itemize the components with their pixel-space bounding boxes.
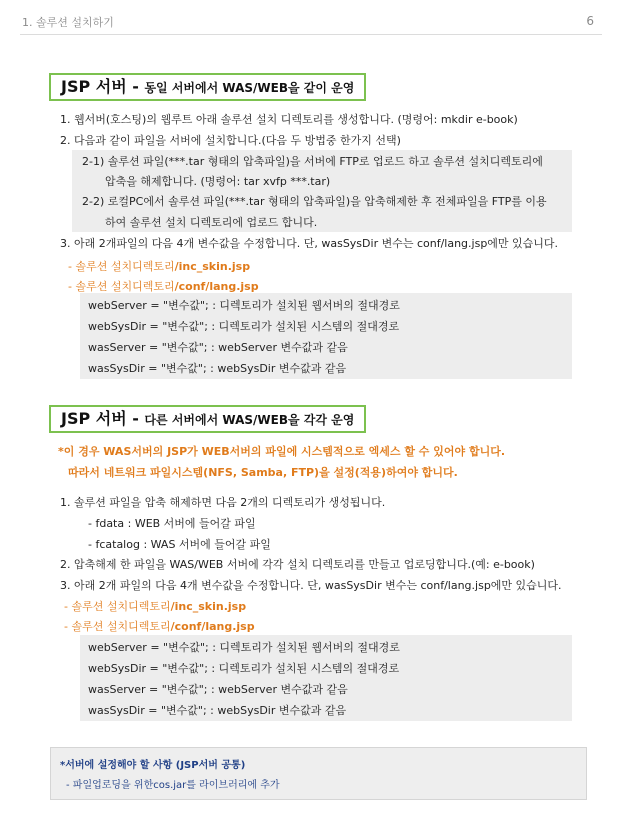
file-path-inc-skin: [64, 600, 246, 614]
section-title-sub: 다른 서버에서 WAS/WEB을 각각 운영: [144, 413, 355, 427]
step-3: 3. 아래 2개 파일의 다음 4개 변수값을 수정합니다. 단, wasSysDir 변수는 conf/lang.jsp에만 있습니다.: [60, 579, 562, 592]
header-divider: [20, 34, 602, 35]
var-websysdir: webSysDir = "변수값"; : 디렉토리가 설치된 시스템의 절대경로: [88, 320, 400, 333]
file-path-inc-skin: [68, 260, 250, 274]
section-title-main: JSP 서버 -: [61, 409, 145, 428]
section-title-separate-server: [49, 405, 366, 433]
sub-step-2-1: 2-1) 솔루션 파일(***.tar 형태의 압축파일)을 서버에 FTP로 업로드 하고 솔루션 설치디렉토리에: [82, 155, 543, 168]
step-2: 2. 압축해제 한 파일을 WAS/WEB 서버에 각각 설치 디렉토리를 만들고 업로딩합니다.(예: e-book): [60, 558, 535, 571]
step-2: 2. 다음과 같이 파일을 서버에 설치합니다.(다음 두 방법중 한가지 선택): [60, 134, 401, 147]
warning-line-1: *이 경우 WAS서버의 JSP가 WEB서버의 파일에 시스템적으로 엑세스 할 수 있어야 합니다.: [58, 445, 506, 458]
var-wasserver: wasServer = "변수값"; : webServer 변수값과 같음: [88, 341, 348, 354]
file-name: /conf/lang.jsp: [174, 280, 259, 293]
file-path-lang: [64, 620, 255, 634]
file-name: /inc_skin.jsp: [170, 600, 247, 613]
step-1: 1. 웹서버(호스팅)의 웹루트 아래 솔루션 설치 디렉토리를 생성합니다. (명령어: mkdir e-book): [60, 113, 518, 126]
step-3: 3. 아래 2개파일의 다음 4개 변수값을 수정합니다. 단, wasSysDir 변수는 conf/lang.jsp에만 있습니다.: [60, 237, 559, 250]
step-1: 1. 솔루션 파일을 압축 해제하면 다음 2개의 디렉토리가 생성됩니다.: [60, 496, 386, 509]
var-websysdir: webSysDir = "변수값"; : 디렉토리가 설치된 시스템의 절대경로: [88, 662, 400, 675]
note-title: *서버에 설정해야 할 사항 (JSP서버 공통): [60, 760, 246, 771]
var-webserver: webServer = "변수값"; : 디렉토리가 설치된 웹서버의 절대경로: [88, 299, 400, 312]
file-name: /inc_skin.jsp: [174, 260, 251, 273]
var-wasserver: wasServer = "변수값"; : webServer 변수값과 같음: [88, 683, 348, 696]
var-wassysdir: wasSysDir = "변수값"; : webSysDir 변수값과 같음: [88, 704, 347, 717]
note-item: - 파일업로딩을 위한cos.jar를 라이브러리에 추가: [66, 780, 280, 791]
file-prefix: - 솔루션 설치디렉토리: [68, 260, 175, 273]
server-settings-note: [50, 747, 587, 800]
file-prefix: - 솔루션 설치디렉토리: [64, 620, 171, 633]
var-webserver: webServer = "변수값"; : 디렉토리가 설치된 웹서버의 절대경로: [88, 641, 400, 654]
dir-fcatalog: - fcatalog : WAS 서버에 들어갈 파일: [88, 538, 271, 551]
section-title-sub: 동일 서버에서 WAS/WEB을 같이 운영: [144, 81, 355, 95]
sub-step-2-1-cont: 압축을 해제합니다. (명령어: tar xvfp ***.tar): [105, 175, 331, 188]
var-wassysdir: wasSysDir = "변수값"; : webSysDir 변수값과 같음: [88, 362, 347, 375]
file-prefix: - 솔루션 설치디렉토리: [64, 600, 171, 613]
page-header: [0, 0, 622, 40]
page-number: 6: [586, 14, 594, 28]
sub-step-2-2: 2-2) 로컬PC에서 솔루션 파일(***.tar 형태의 압축파일)을 압축해제한 후 전체파일을 FTP를 이용: [82, 195, 547, 208]
section-title-main: JSP 서버 -: [61, 77, 145, 96]
file-name: /conf/lang.jsp: [170, 620, 255, 633]
warning-line-2: 따라서 네트워크 파일시스템(NFS, Samba, FTP)을 설정(적용)하여야 합니다.: [68, 466, 458, 479]
sub-step-2-2-cont: 하여 솔루션 설치 디렉토리에 업로드 합니다.: [105, 216, 318, 229]
file-prefix: - 솔루션 설치디렉토리: [68, 280, 175, 293]
file-path-lang: [68, 280, 259, 294]
dir-fdata: - fdata : WEB 서버에 들어갈 파일: [88, 517, 256, 530]
chapter-title: 1. 솔루션 설치하기: [22, 16, 114, 29]
section-title-same-server: [49, 73, 366, 101]
